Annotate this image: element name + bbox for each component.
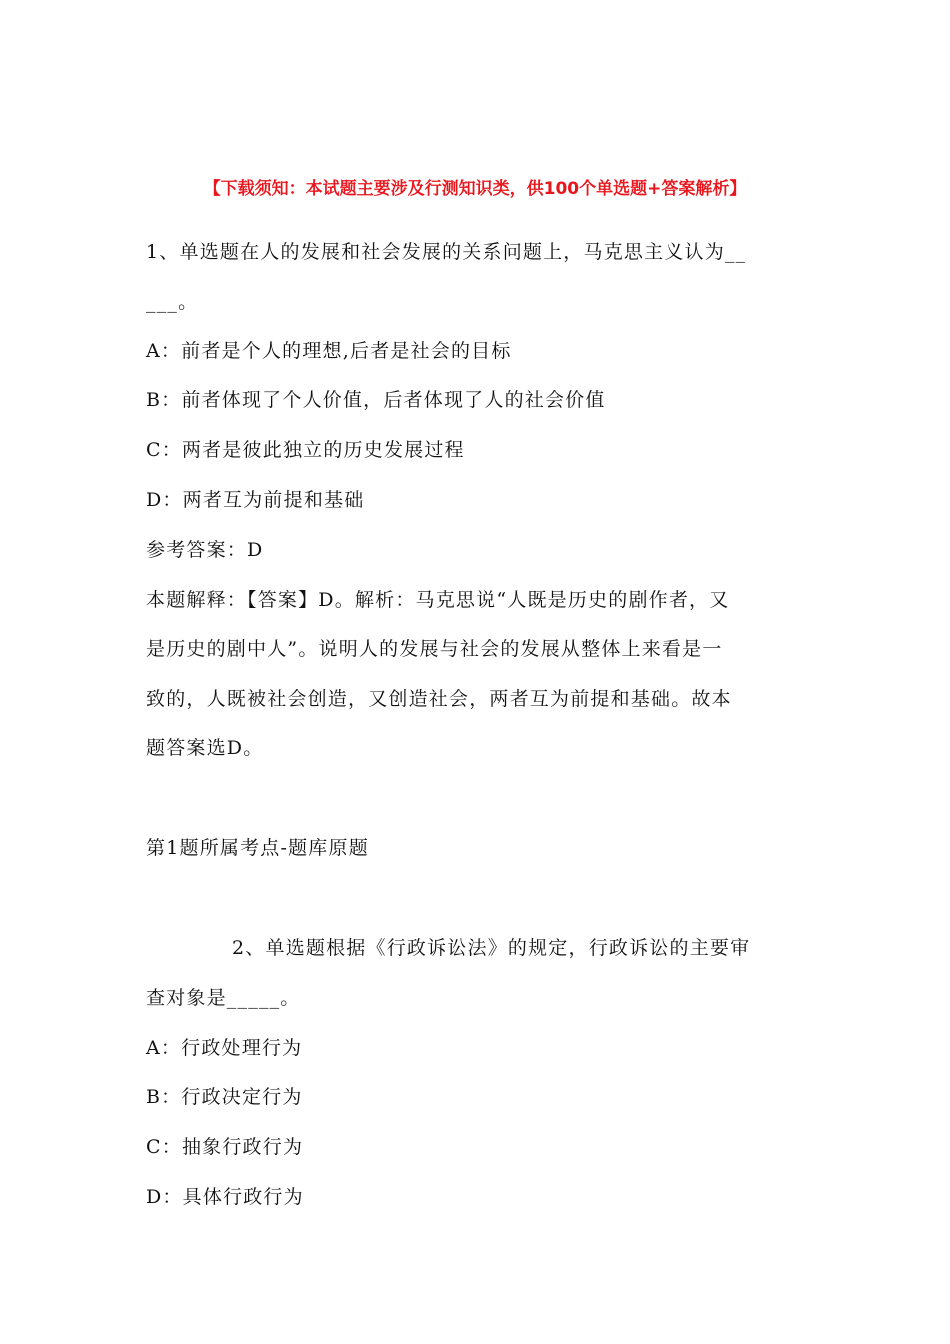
question-2-option-a: A：行政处理行为 <box>146 1037 303 1059</box>
question-1-source: 第1题所属考点-题库原题 <box>146 837 369 859</box>
question-1-answer: 参考答案：D <box>146 539 264 561</box>
question-1-option-d: D：两者互为前提和基础 <box>146 489 365 511</box>
download-notice: 【下载须知：本试题主要涉及行测知识类，供100个单选题+答案解析】 <box>203 179 747 199</box>
question-2-stem-line-2: 查对象是_____。 <box>146 987 301 1009</box>
question-2-option-b: B：行政决定行为 <box>146 1086 303 1108</box>
question-1-explanation-line-4: 题答案选D。 <box>146 737 264 759</box>
question-2-option-d: D：具体行政行为 <box>146 1186 304 1208</box>
question-2-option-c: C：抽象行政行为 <box>146 1136 304 1158</box>
question-1-explanation-line-1: 本题解释：【答案】D。解析：马克思说“人既是历史的剧作者，又 <box>146 589 730 611</box>
question-1-explanation-line-3: 致的，人既被社会创造，又创造社会，两者互为前提和基础。故本 <box>146 688 732 710</box>
question-1-option-b: B：前者体现了个人价值，后者体现了人的社会价值 <box>146 389 606 411</box>
question-1-option-a: A：前者是个人的理想,后者是社会的目标 <box>146 340 512 362</box>
question-1-explanation-line-2: 是历史的剧中人”。说明人的发展与社会的发展从整体上来看是一 <box>146 638 723 660</box>
question-2-stem-line-1: 2、单选题根据《行政诉讼法》的规定，行政诉讼的主要审 <box>232 937 751 959</box>
question-1-option-c: C：两者是彼此独立的历史发展过程 <box>146 439 465 461</box>
question-1-stem-line-1: 1、单选题在人的发展和社会发展的关系问题上，马克思主义认为__ <box>146 241 747 263</box>
question-1-stem-line-2: ___。 <box>146 291 199 313</box>
